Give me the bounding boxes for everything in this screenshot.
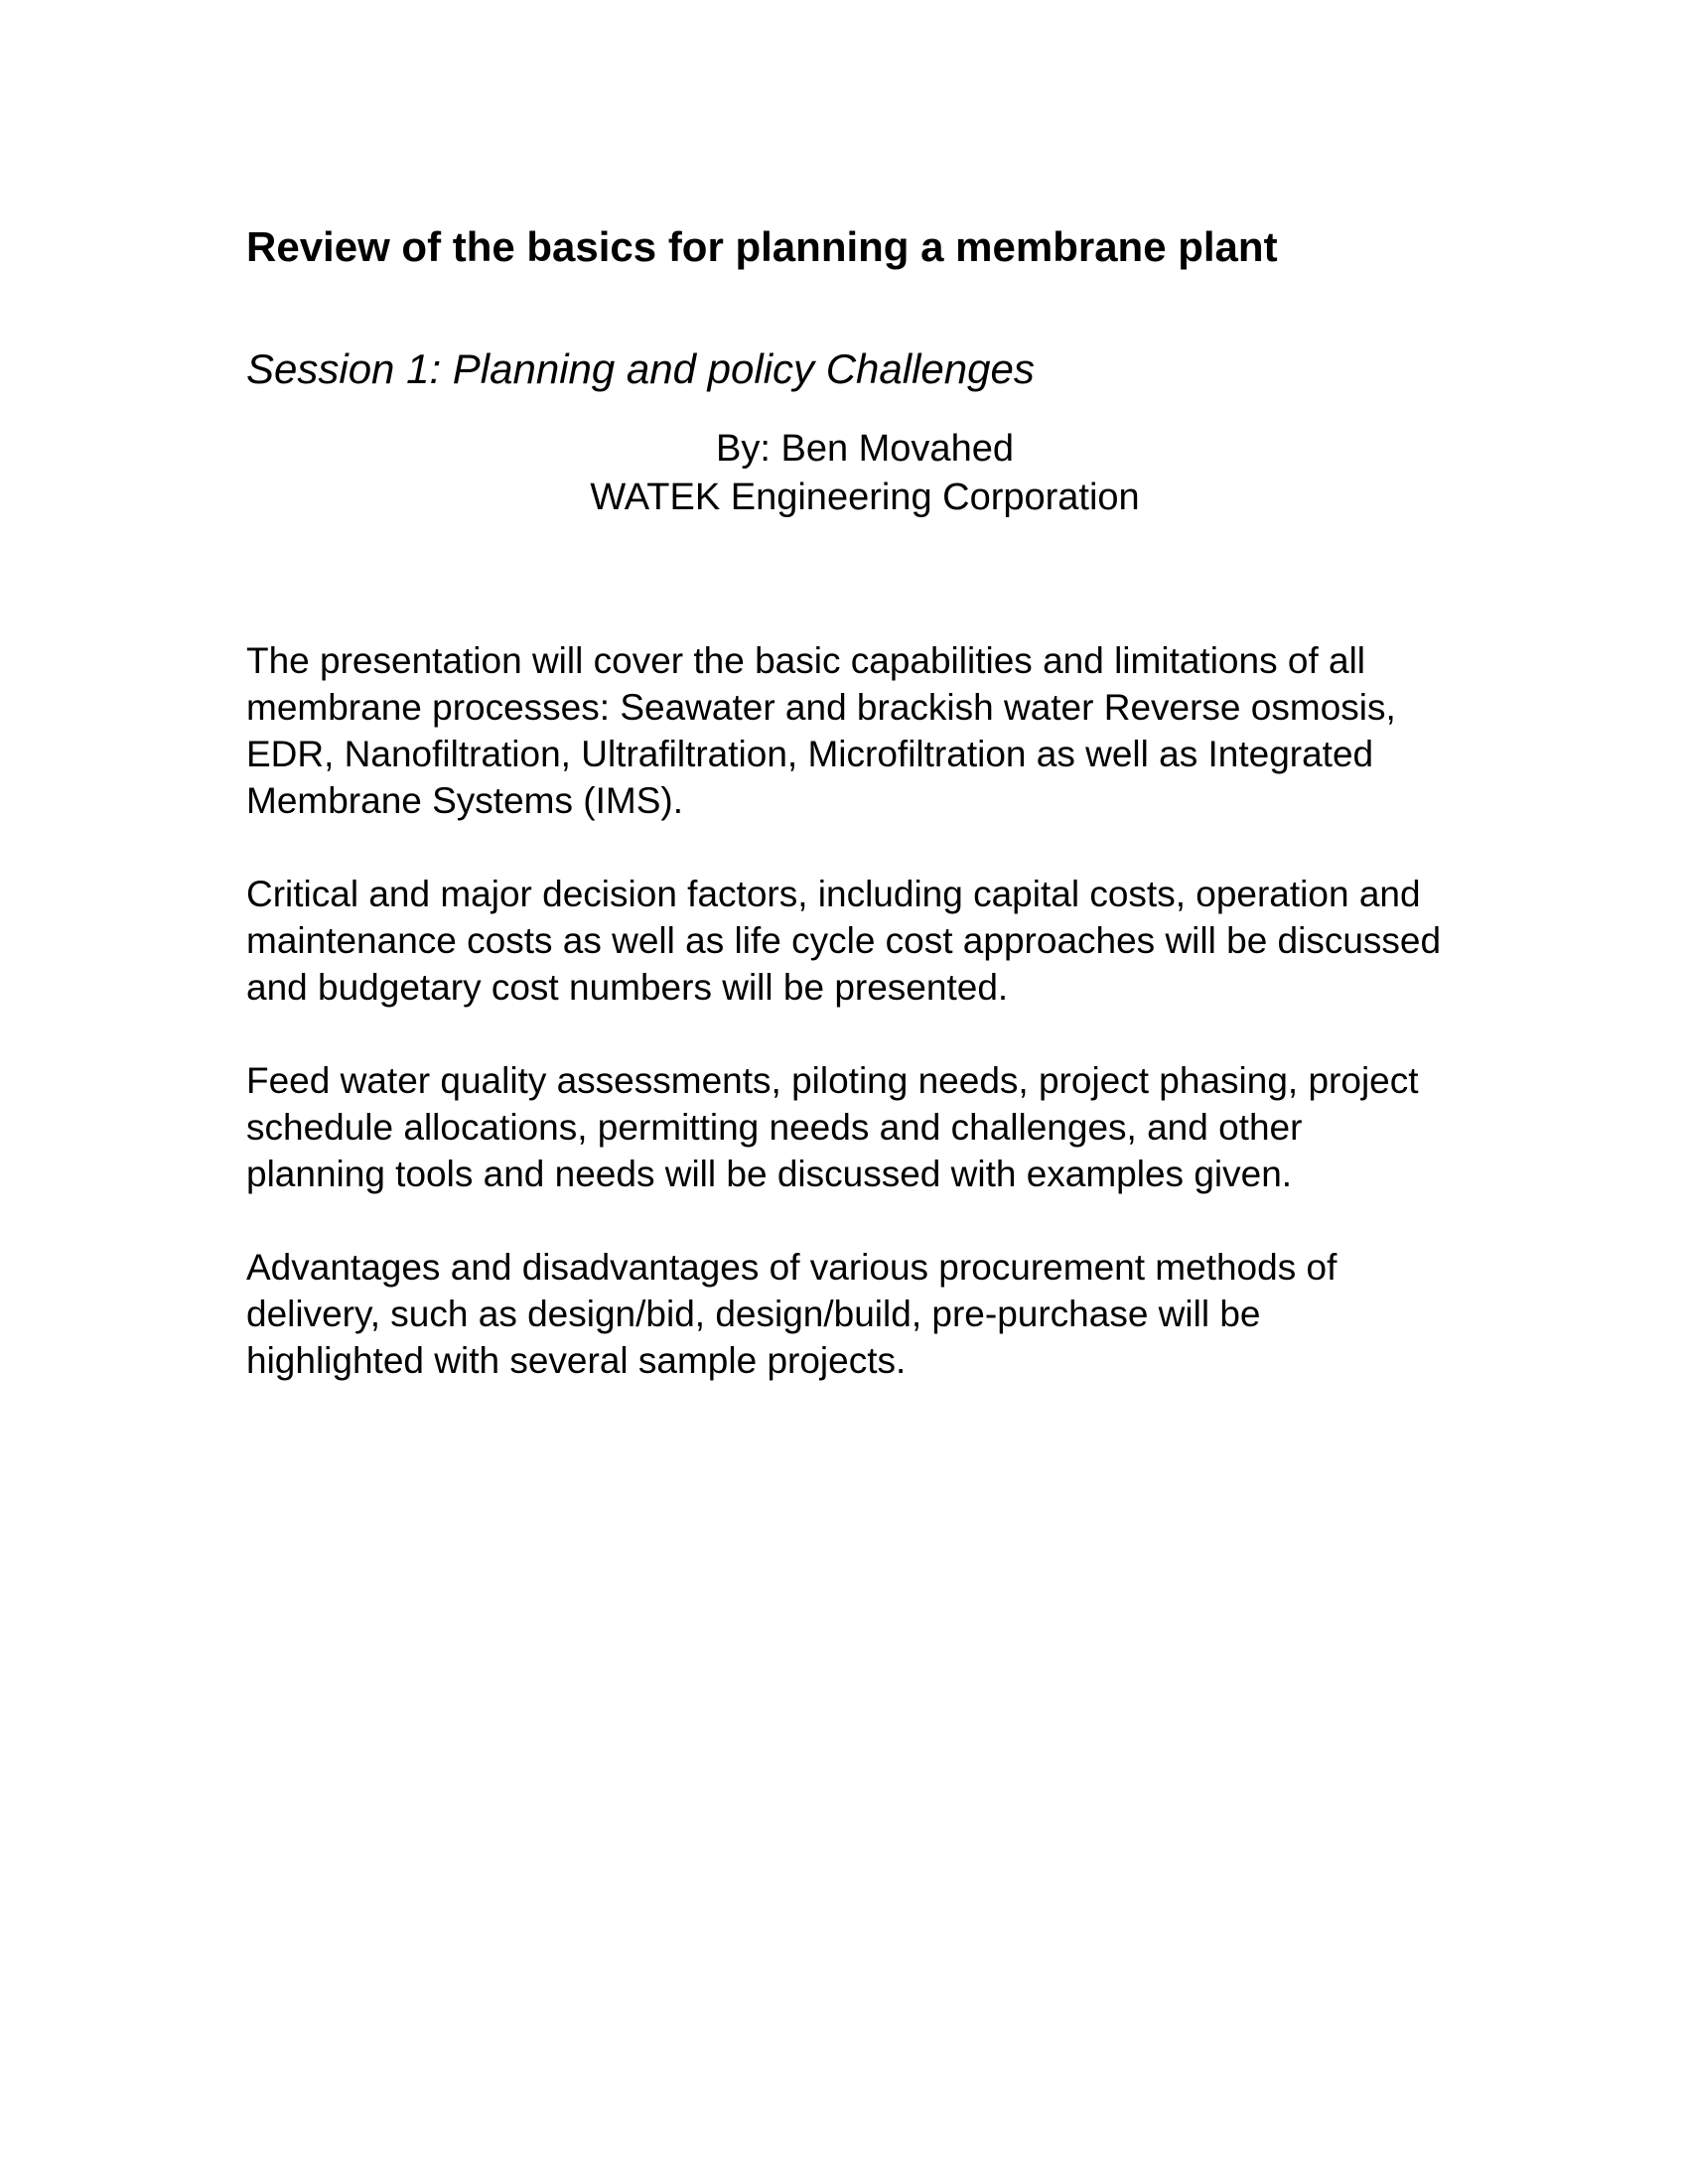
paragraph-line: Membrane Systems (IMS).: [246, 780, 683, 821]
body-text: [246, 637, 1483, 1431]
paragraph-line: delivery, such as design/bid, design/build, pre-purchase will be: [246, 1294, 1261, 1334]
paragraph-line: Critical and major decision factors, including capital costs, operation and: [246, 874, 1421, 914]
paragraph-line: EDR, Nanofiltration, Ultrafiltration, Microfiltration as well as Integrated: [246, 734, 1374, 774]
paragraph-line: planning tools and needs will be discussed with examples given.: [246, 1154, 1293, 1194]
document-title: Review of the basics for planning a membrane plant: [246, 223, 1278, 271]
paragraph-line: Advantages and disadvantages of various procurement methods of: [246, 1247, 1337, 1288]
paragraph-4: [246, 1244, 1483, 1384]
paragraph-line: membrane processes: Seawater and brackish water Reverse osmosis,: [246, 687, 1396, 728]
paragraph-2: [246, 871, 1483, 1011]
paragraph-3: [246, 1057, 1483, 1197]
document-subtitle: Session 1: Planning and policy Challenges: [246, 344, 1035, 392]
paragraph-line: Feed water quality assessments, piloting needs, project phasing, project: [246, 1060, 1419, 1101]
paragraph-line: The presentation will cover the basic capabilities and limitations of all: [246, 640, 1366, 681]
byline: [246, 425, 1483, 522]
paragraph-line: schedule allocations, permitting needs and challenges, and other: [246, 1107, 1303, 1148]
paragraph-line: maintenance costs as well as life cycle cost approaches will be discussed: [246, 920, 1442, 961]
paragraph-1: [246, 637, 1483, 824]
paragraph-line: and budgetary cost numbers will be presented.: [246, 967, 1009, 1008]
paragraph-line: highlighted with several sample projects.: [246, 1340, 907, 1381]
byline-author: By: Ben Movahed: [716, 428, 1014, 470]
byline-company: WATEK Engineering Corporation: [590, 477, 1140, 518]
